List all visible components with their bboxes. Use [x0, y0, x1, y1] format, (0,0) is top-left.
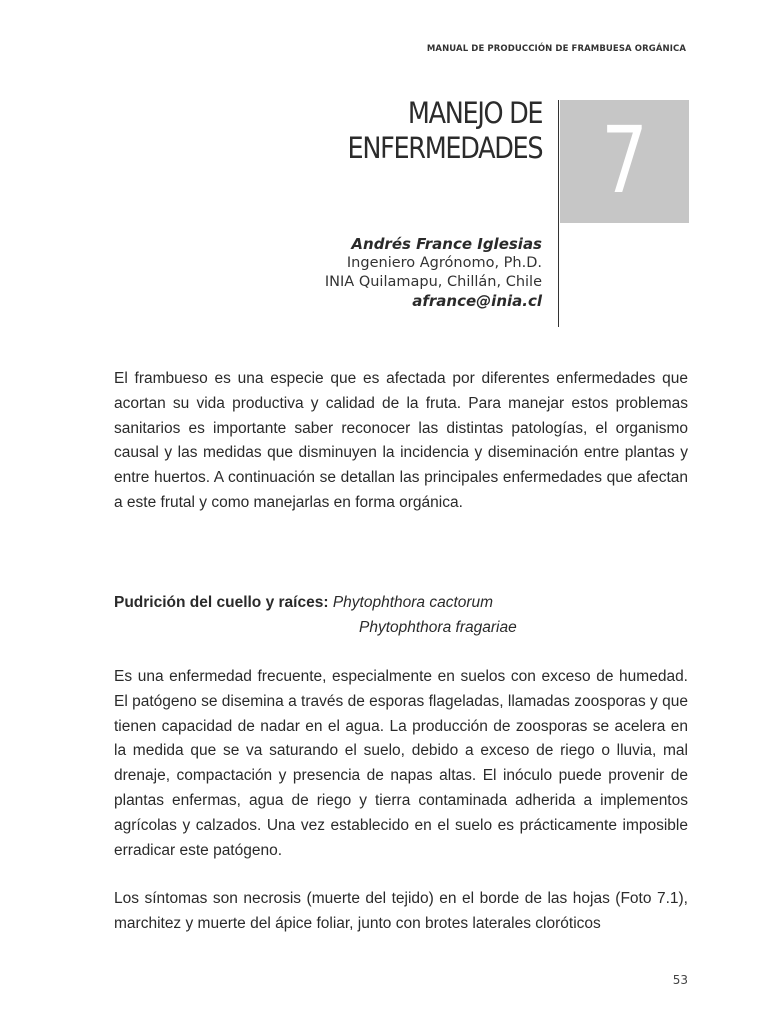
section-paragraph-1: Es una enfermedad frecuente, especialmente en suelos con exceso de humedad. El patógeno se disemina a través de esporas flageladas, llamadas zoosporas y que tienen capacidad de nadar en el agua. La producción de zoosporas se acelera en la medida que se va saturando el suelo, debido a exceso de riego o lluvia, mal drenaje, compactación y presencia de napas altas. El inóculo puede provenir de plantas enfermas, agua de riego y tierra contaminada adherida a implementos agrícolas y calzados. Una vez establecido en el suelo es prácticamente imposible erradicar este patógeno.	[114, 668, 688, 859]
author-email: afrance@inia.cl	[412, 292, 542, 310]
chapter-number: 7	[601, 107, 648, 214]
section-paragraph-2: Los síntomas son necrosis (muerte del tejido) en el borde de las hojas (Foto 7.1), marchitez y muerte del ápice foliar, junto con brotes laterales cloróticos	[114, 890, 688, 932]
chapter-title-line-2: ENFERMEDADES	[347, 131, 542, 165]
chapter-title	[347, 96, 542, 166]
section-heading-label: Pudrición del cuello y raíces:	[114, 594, 329, 611]
author-affiliation: INIA Quilamapu, Chillán, Chile	[324, 274, 542, 290]
pathogen-species-1: Phytophthora cactorum	[332, 594, 494, 611]
title-divider-line	[558, 100, 559, 327]
page-number: 53	[672, 973, 688, 987]
author-degree: Ingeniero Agrónomo, Ph.D.	[346, 255, 542, 271]
intro-paragraph: El frambueso es una especie que es afectada por diferentes enfermedades que acortan su vida productiva y calidad de la fruta. Para manejar estos problemas sanitarios es importante saber reconocer las distintas patologías, el organismo causal y las medidas que disminuyen la incidencia y diseminación entre plantas y entre huertos. A continuación se detallan las principales enfermedades que afectan a este frutal y como manejarlas en forma orgánica.	[114, 370, 688, 511]
section-heading	[114, 590, 688, 636]
chapter-number-box	[560, 100, 689, 223]
pathogen-species-2: Phytophthora fragariae	[359, 619, 517, 636]
running-header: MANUAL DE PRODUCCIÓN DE FRAMBUESA ORGÁNICA	[426, 44, 686, 54]
author-name: Andrés France Iglesias	[351, 235, 542, 253]
author-block	[325, 235, 542, 311]
chapter-title-line-1: MANEJO DE	[407, 96, 542, 130]
